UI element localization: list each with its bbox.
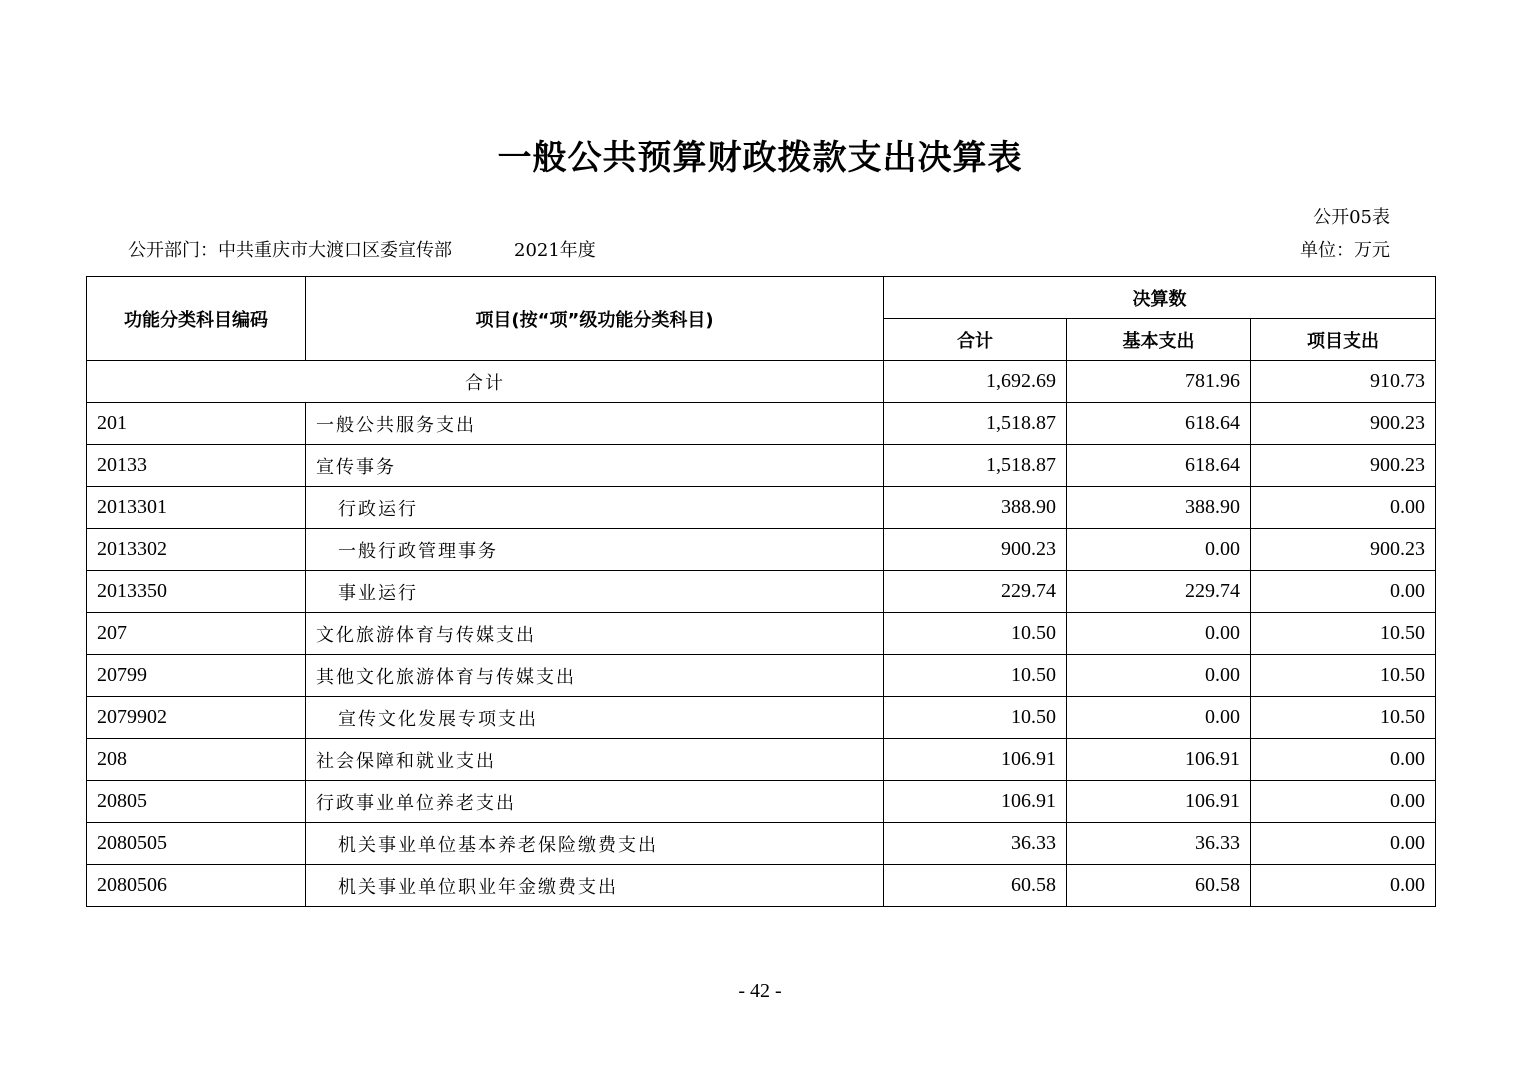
row-name: 一般行政管理事务 xyxy=(306,529,884,571)
total-label: 合计 xyxy=(87,361,884,403)
row-code: 20799 xyxy=(87,655,306,697)
header-basic: 基本支出 xyxy=(1067,319,1251,361)
row-project: 0.00 xyxy=(1251,739,1436,781)
row-name: 社会保障和就业支出 xyxy=(306,739,884,781)
unit: 单位：万元 xyxy=(1300,240,1390,261)
table-row xyxy=(87,697,1436,739)
table-row xyxy=(87,403,1436,445)
department: 公开部门：中共重庆市大渡口区委宣传部 xyxy=(128,240,452,261)
row-basic: 106.91 xyxy=(1067,739,1251,781)
table-row xyxy=(87,571,1436,613)
row-project: 0.00 xyxy=(1251,781,1436,823)
row-project: 0.00 xyxy=(1251,823,1436,865)
table-row xyxy=(87,655,1436,697)
row-name: 机关事业单位基本养老保险缴费支出 xyxy=(306,823,884,865)
row-total: 60.58 xyxy=(884,865,1067,907)
row-project: 10.50 xyxy=(1251,655,1436,697)
row-basic: 0.00 xyxy=(1067,697,1251,739)
row-code: 2080505 xyxy=(87,823,306,865)
row-code: 201 xyxy=(87,403,306,445)
row-basic: 0.00 xyxy=(1067,529,1251,571)
row-total: 106.91 xyxy=(884,781,1067,823)
page-number: - 42 - xyxy=(738,980,782,1002)
header-code: 功能分类科目编码 xyxy=(87,277,306,361)
header-item: 项目(按“项”级功能分类科目) xyxy=(306,277,884,361)
row-basic: 60.58 xyxy=(1067,865,1251,907)
row-name: 文化旅游体育与传媒支出 xyxy=(306,613,884,655)
row-project: 900.23 xyxy=(1251,445,1436,487)
row-project: 0.00 xyxy=(1251,865,1436,907)
header-total: 合计 xyxy=(884,319,1067,361)
row-basic: 0.00 xyxy=(1067,613,1251,655)
row-total: 10.50 xyxy=(884,613,1067,655)
year: 2021年度 xyxy=(514,240,596,261)
row-total: 10.50 xyxy=(884,655,1067,697)
total-basic: 781.96 xyxy=(1067,361,1251,403)
row-basic: 618.64 xyxy=(1067,403,1251,445)
row-code: 2013350 xyxy=(87,571,306,613)
row-name: 宣传事务 xyxy=(306,445,884,487)
row-basic: 36.33 xyxy=(1067,823,1251,865)
row-project: 900.23 xyxy=(1251,403,1436,445)
row-project: 900.23 xyxy=(1251,529,1436,571)
row-name: 宣传文化发展专项支出 xyxy=(306,697,884,739)
table-row xyxy=(87,781,1436,823)
row-code: 2013301 xyxy=(87,487,306,529)
row-total: 36.33 xyxy=(884,823,1067,865)
row-total: 1,518.87 xyxy=(884,403,1067,445)
row-name: 行政运行 xyxy=(306,487,884,529)
row-code: 208 xyxy=(87,739,306,781)
row-name: 机关事业单位职业年金缴费支出 xyxy=(306,865,884,907)
table-row xyxy=(87,529,1436,571)
header-group: 决算数 xyxy=(884,277,1436,319)
row-project: 10.50 xyxy=(1251,613,1436,655)
table-row xyxy=(87,613,1436,655)
row-code: 207 xyxy=(87,613,306,655)
report-meta xyxy=(128,236,596,262)
row-name: 一般公共服务支出 xyxy=(306,403,884,445)
row-total: 1,518.87 xyxy=(884,445,1067,487)
table-row xyxy=(87,823,1436,865)
table-row xyxy=(87,739,1436,781)
row-basic: 106.91 xyxy=(1067,781,1251,823)
row-name: 事业运行 xyxy=(306,571,884,613)
row-total: 900.23 xyxy=(884,529,1067,571)
row-code: 2080506 xyxy=(87,865,306,907)
row-project: 0.00 xyxy=(1251,487,1436,529)
row-total: 388.90 xyxy=(884,487,1067,529)
row-basic: 229.74 xyxy=(1067,571,1251,613)
page-title: 一般公共预算财政拨款支出决算表 xyxy=(497,138,1023,178)
row-total: 229.74 xyxy=(884,571,1067,613)
row-code: 2013302 xyxy=(87,529,306,571)
row-project: 0.00 xyxy=(1251,571,1436,613)
row-code: 20133 xyxy=(87,445,306,487)
row-total: 106.91 xyxy=(884,739,1067,781)
total-total: 1,692.69 xyxy=(884,361,1067,403)
header-project: 项目支出 xyxy=(1251,319,1436,361)
row-basic: 618.64 xyxy=(1067,445,1251,487)
row-name: 其他文化旅游体育与传媒支出 xyxy=(306,655,884,697)
header-row xyxy=(87,277,1436,319)
table-row xyxy=(87,865,1436,907)
row-project: 10.50 xyxy=(1251,697,1436,739)
table-row xyxy=(87,445,1436,487)
row-code: 2079902 xyxy=(87,697,306,739)
table-number: 公开05表 xyxy=(1313,207,1390,228)
row-code: 20805 xyxy=(87,781,306,823)
total-row xyxy=(87,361,1436,403)
table-row xyxy=(87,487,1436,529)
row-basic: 388.90 xyxy=(1067,487,1251,529)
expenditure-table xyxy=(86,276,1436,907)
row-total: 10.50 xyxy=(884,697,1067,739)
row-basic: 0.00 xyxy=(1067,655,1251,697)
total-project: 910.73 xyxy=(1251,361,1436,403)
row-name: 行政事业单位养老支出 xyxy=(306,781,884,823)
